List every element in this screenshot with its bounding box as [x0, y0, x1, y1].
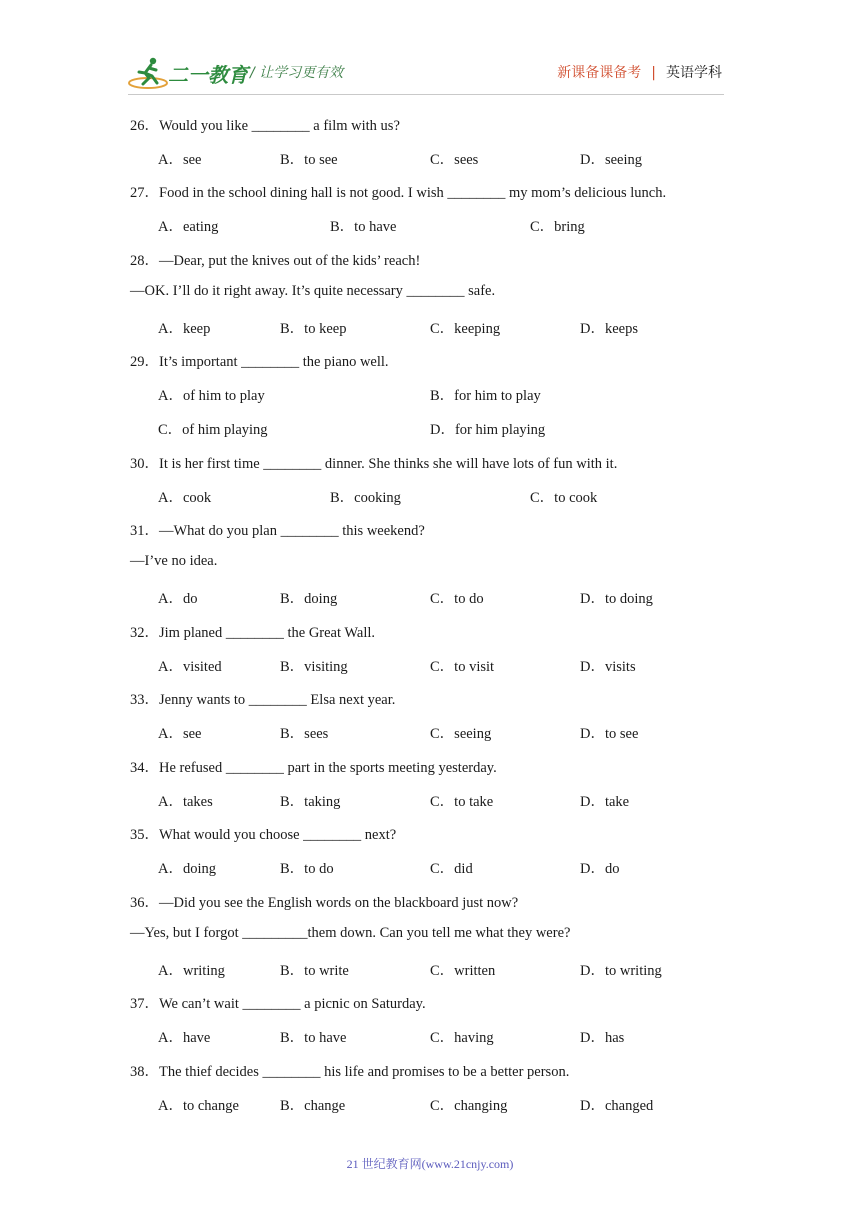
option-27-a: A．eating: [158, 219, 219, 235]
question-33: 33．Jenny wants to ________ Elsa next year.: [130, 692, 396, 708]
option-30-b: B．cooking: [330, 490, 401, 506]
option-27-c: C．bring: [530, 219, 585, 235]
option-32-c: C．to visit: [430, 659, 495, 675]
site-logo: [128, 56, 248, 90]
option-37-c: C．having: [430, 1030, 494, 1046]
question-34: 34．He refused ________ part in the sports meeting yesterday.: [130, 760, 497, 776]
page-header: [0, 0, 860, 110]
option-33-d: D．to see: [580, 726, 639, 742]
question-37: 37．We can’t wait ________ a picnic on Saturday.: [130, 996, 426, 1012]
option-27-b: B．to have: [330, 219, 397, 235]
option-37-d: D．has: [580, 1030, 625, 1046]
logo-text: 二一教育: [168, 65, 248, 87]
question-31-reply: —I’ve no idea.: [130, 553, 218, 569]
option-37-b: B．to have: [280, 1030, 347, 1046]
question-30: 30．It is her first time ________ dinner. She thinks she will have lots of fun with it.: [130, 456, 618, 472]
option-26-d: D．seeing: [580, 152, 643, 168]
question-28: 28．—Dear, put the knives out of the kids’ reach!: [130, 253, 421, 269]
option-38-a: A．to change: [158, 1098, 239, 1114]
option-38-d: D．changed: [580, 1098, 654, 1114]
option-26-b: B．to see: [280, 152, 338, 168]
option-37-a: A．have: [158, 1030, 211, 1046]
option-35-d: D．do: [580, 861, 620, 877]
option-34-d: D．take: [580, 794, 630, 810]
question-27: 27．Food in the school dining hall is not good. I wish ________ my mom’s delicious lunch.: [130, 185, 667, 201]
option-29-c: C．of him playing: [158, 422, 268, 438]
question-31: 31．—What do you plan ________ this weekend?: [130, 523, 425, 539]
option-34-a: A．takes: [158, 794, 213, 810]
option-33-a: A．see: [158, 726, 202, 742]
option-35-c: C．did: [430, 861, 473, 877]
option-34-c: C．to take: [430, 794, 494, 810]
option-32-d: D．visits: [580, 659, 636, 675]
option-32-b: B．visiting: [280, 659, 348, 675]
question-26: 26．Would you like ________ a film with us?: [130, 118, 400, 134]
option-29-d: D．for him playing: [430, 422, 546, 438]
option-35-b: B．to do: [280, 861, 334, 877]
option-30-c: C．to cook: [530, 490, 598, 506]
option-28-c: C．keeping: [430, 321, 501, 337]
subject-label: 英语学科: [666, 65, 722, 81]
option-34-b: B．taking: [280, 794, 341, 810]
question-36: 36．—Did you see the English words on the blackboard just now?: [130, 895, 519, 911]
question-28-reply: —OK. I’ll do it right away. It’s quite necessary ________ safe.: [130, 283, 496, 299]
option-29-b: B．for him to play: [430, 388, 541, 404]
option-31-b: B．doing: [280, 591, 338, 607]
option-31-d: D．to doing: [580, 591, 653, 607]
option-38-b: B．change: [280, 1098, 346, 1114]
option-31-a: A．do: [158, 591, 198, 607]
page-footer: 21 世纪教育网(www.21cnjy.com): [346, 1157, 514, 1171]
option-30-a: A．cook: [158, 490, 212, 506]
option-33-c: C．seeing: [430, 726, 492, 742]
option-28-d: D．keeps: [580, 321, 638, 337]
option-28-a: A．keep: [158, 321, 211, 337]
question-36-reply: —Yes, but I forgot _________them down. Can you tell me what they were?: [130, 925, 571, 941]
question-32: 32．Jim planed ________ the Great Wall.: [130, 625, 376, 641]
option-36-d: D．to writing: [580, 963, 662, 979]
header-tags: [557, 62, 722, 82]
header-divider: [128, 94, 724, 95]
option-26-a: A．see: [158, 152, 202, 168]
option-36-b: B．to write: [280, 963, 349, 979]
option-36-c: C．written: [430, 963, 496, 979]
option-32-a: A．visited: [158, 659, 222, 675]
runner-logo-icon: [128, 56, 170, 90]
question-29: 29．It’s important ________ the piano well.: [130, 354, 389, 370]
course-tag: 新课备课备考: [557, 65, 642, 81]
question-35: 35．What would you choose ________ next?: [130, 827, 397, 843]
option-26-c: C．sees: [430, 152, 479, 168]
header-separator: |: [651, 65, 656, 81]
option-28-b: B．to keep: [280, 321, 347, 337]
option-29-a: A．of him to play: [158, 388, 265, 404]
option-31-c: C．to do: [430, 591, 484, 607]
option-36-a: A．writing: [158, 963, 225, 979]
slogan: / 让学习更有效: [250, 65, 344, 81]
option-35-a: A．doing: [158, 861, 216, 877]
question-38: 38．The thief decides ________ his life and promises to be a better person.: [130, 1064, 570, 1080]
option-38-c: C．changing: [430, 1098, 508, 1114]
option-33-b: B．sees: [280, 726, 329, 742]
